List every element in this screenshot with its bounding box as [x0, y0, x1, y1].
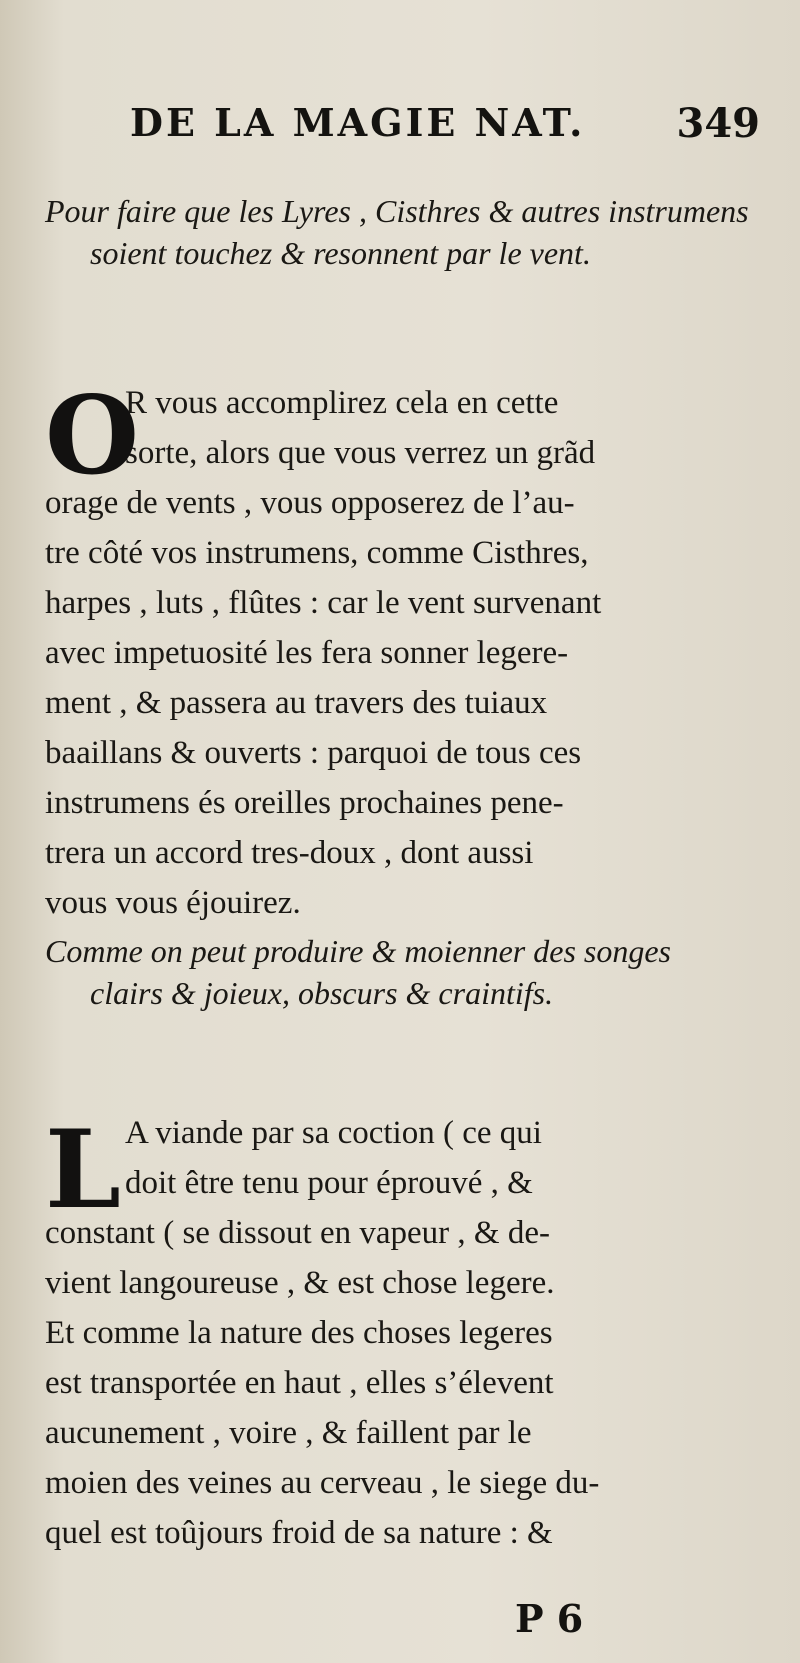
text-line: avec impetuosité les fera sonner legere- — [45, 635, 569, 671]
text-line: ment , & passera au travers des tuiaux — [45, 685, 548, 721]
text-line: doit être tenu pour éprouvé , & — [125, 1165, 533, 1201]
text-line: R vous accomplirez cela en cette — [125, 385, 559, 421]
text-line: orage de vents , vous opposerez de l’au- — [45, 485, 575, 521]
drop-cap-l: L — [45, 1107, 121, 1233]
running-head: DE LA MAGIE NAT. — [130, 100, 586, 145]
text-line: harpes , luts , flûtes : car le vent survenant — [45, 585, 602, 621]
text-line: vient langoureuse , & est chose legere. — [45, 1265, 555, 1301]
text-line: aucunement , voire , & faillent par le — [45, 1415, 532, 1451]
text-line: baaillans & ouverts : parquoi de tous ces — [45, 735, 582, 771]
text-line: vous vous éjouirez. — [45, 885, 301, 921]
text-line: est transportée en haut , elles s’élevent — [45, 1365, 554, 1401]
section-heading-songes: Comme on peut produire & moienner des songes clairs & joieux, obscurs & craintifs. — [45, 933, 671, 1011]
section-heading-lyres: Pour faire que les Lyres , Cisthres & autres instrumens soient touchez & resonnent par le vent. — [45, 193, 749, 271]
text-line: trera un accord tres-doux , dont aussi — [45, 835, 534, 871]
text-line: instrumens és oreilles prochaines pene- — [45, 785, 564, 821]
text-line: A viande par sa coction ( ce qui — [125, 1115, 542, 1151]
text-line: constant ( se dissout en vapeur , & de- — [45, 1215, 550, 1251]
text-line: moien des veines au cerveau , le siege du- — [45, 1465, 600, 1501]
text-line: Et comme la nature des choses legeres — [45, 1315, 553, 1351]
drop-cap-o: O — [45, 373, 140, 499]
page-header — [130, 100, 760, 160]
signature-mark: P 6 — [515, 1596, 584, 1641]
text-line: sorte, alors que vous verrez un grãd — [125, 435, 596, 471]
text-line: tre côté vos instrumens, comme Cisthres, — [45, 535, 589, 571]
page-number: 349 — [676, 100, 760, 147]
text-line: quel est toûjours froid de sa nature : & — [45, 1515, 553, 1551]
paragraph-lyres — [45, 373, 755, 928]
paragraph-songes — [45, 1108, 755, 1558]
